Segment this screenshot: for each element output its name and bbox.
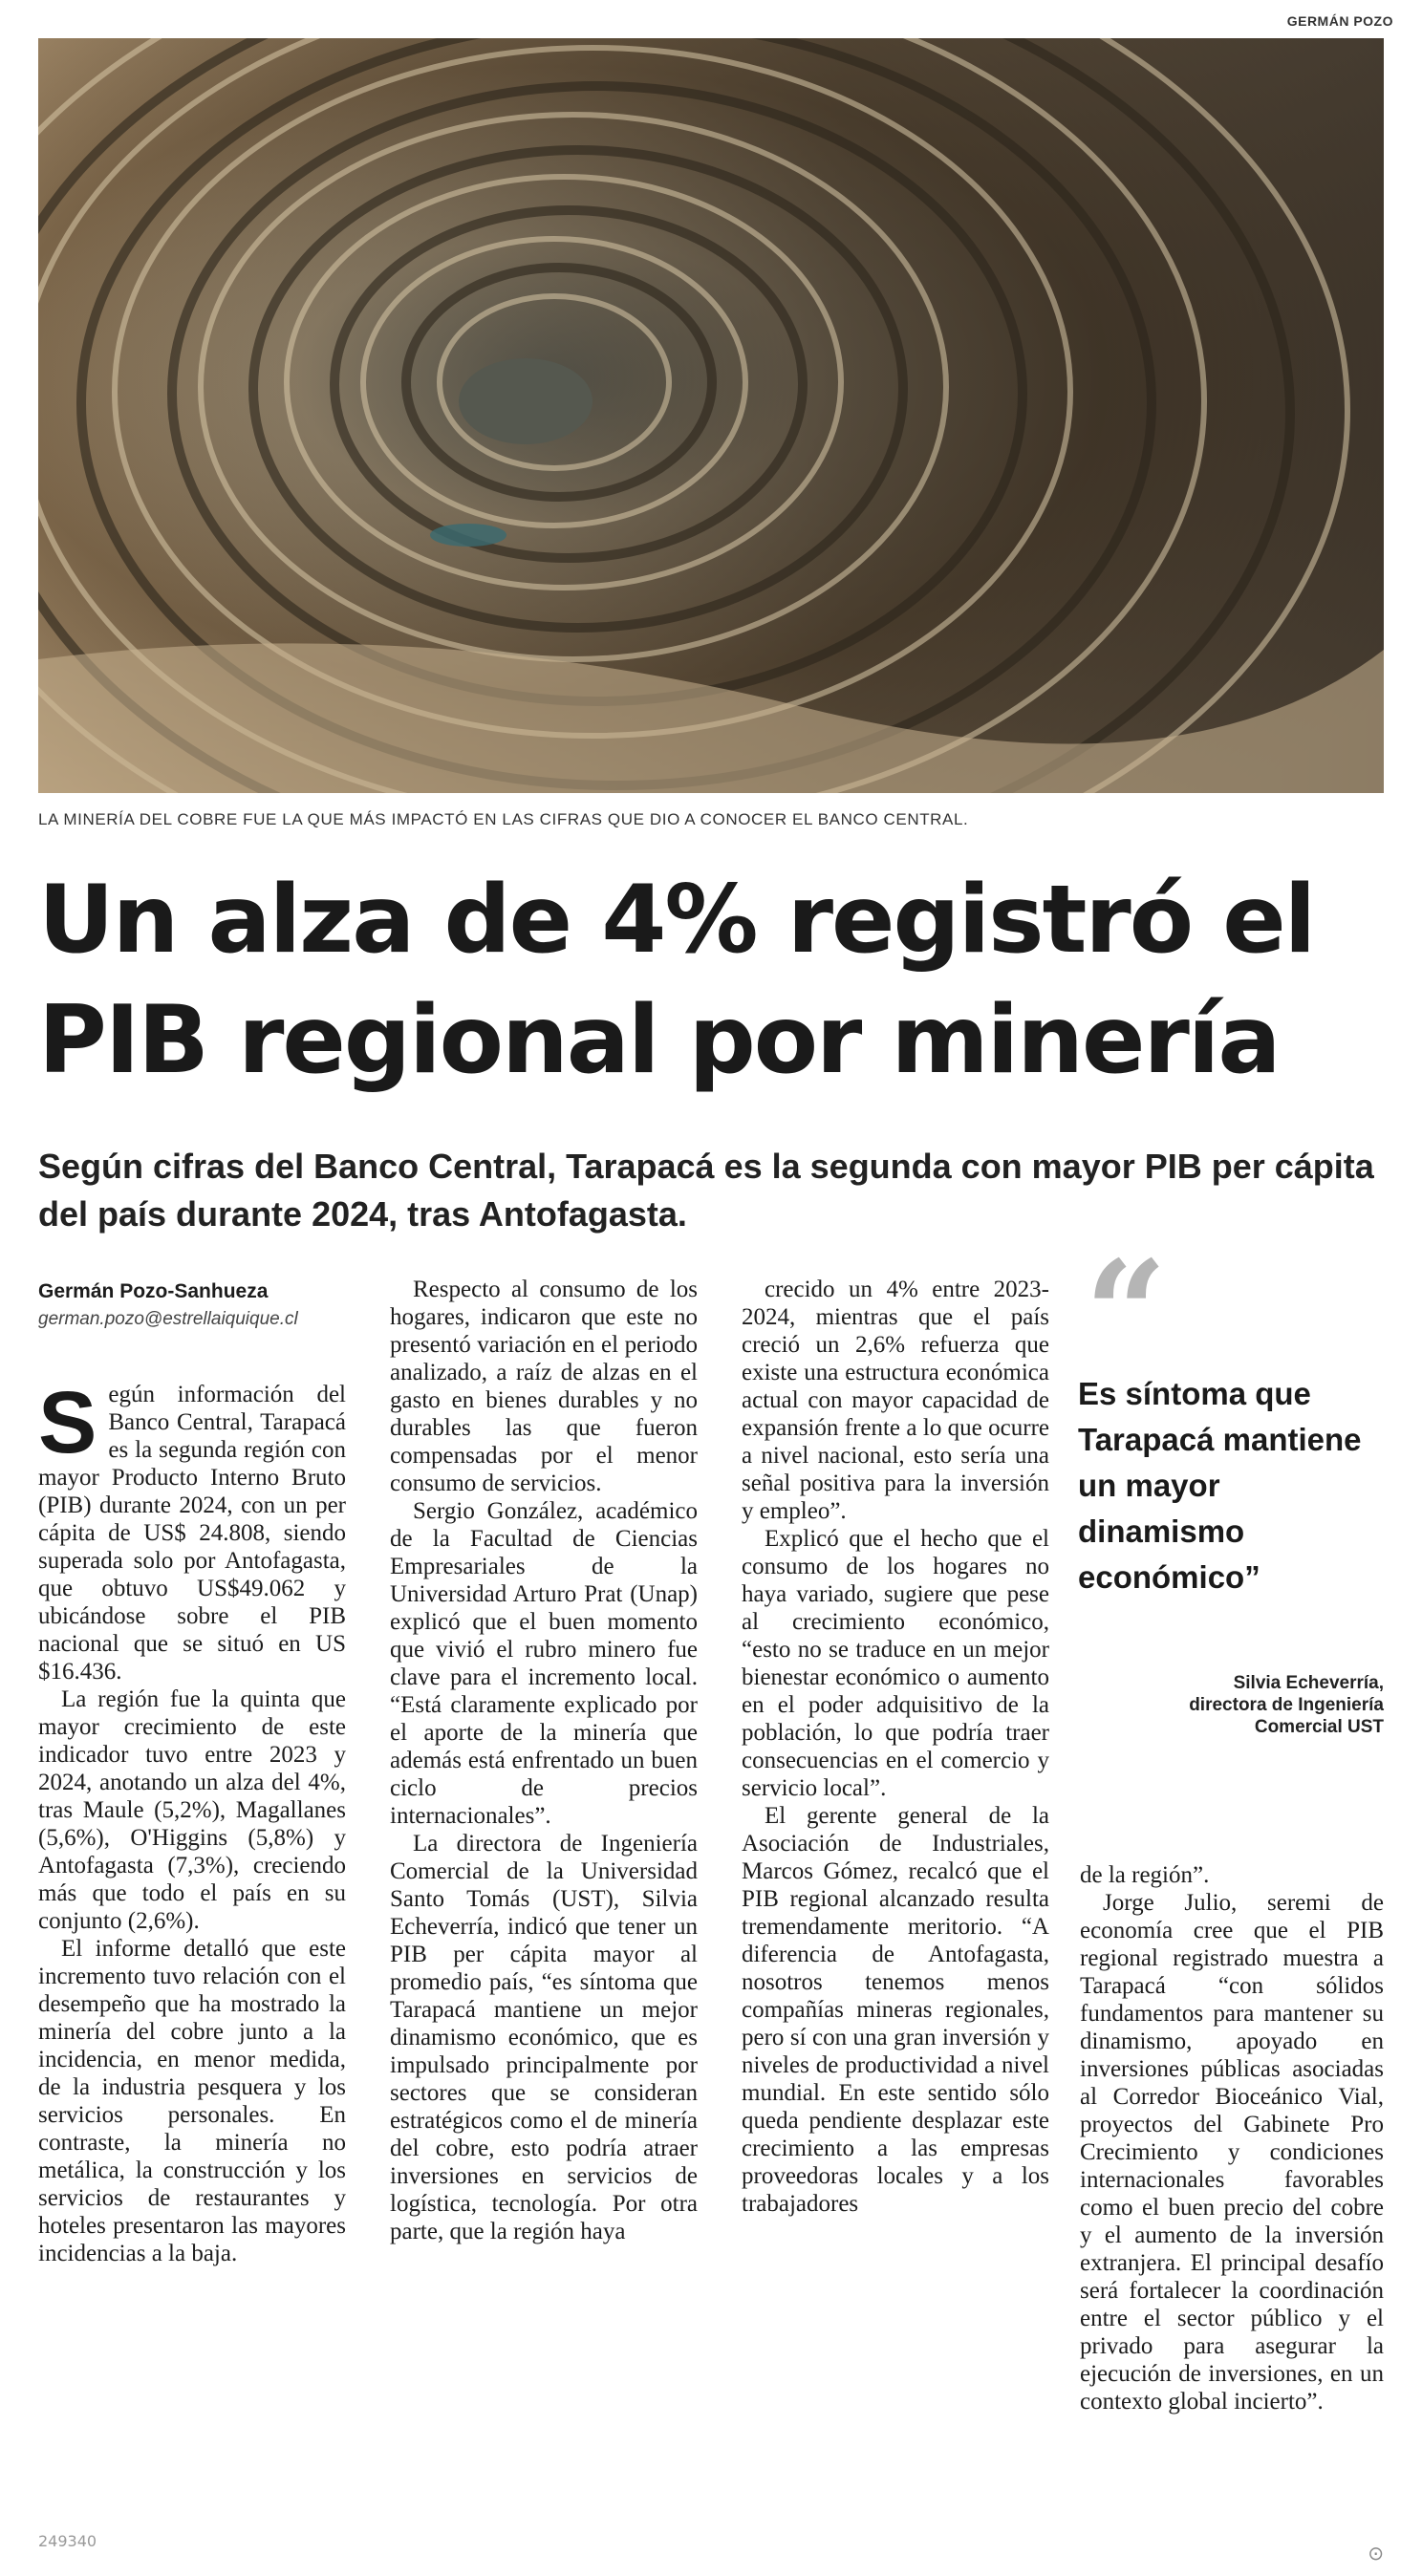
- pullquote-attribution: [1097, 1672, 1384, 1738]
- article-column-1: [38, 1374, 346, 2267]
- headline: [38, 860, 1395, 1101]
- article-column-3: [742, 1276, 1049, 2218]
- paragraph: Explicó que el hecho que el consumo de los hogares no haya variado, sugiere que pese al crecimiento económico, “esto no se traduce en un mejor bienestar económico o aumento en el poder adquisitivo de la población, lo que podría traer consecuencias en el comercio y servicio local”.: [742, 1526, 1049, 1801]
- headline-line-1: Un alza de 4% registró el: [38, 866, 1315, 975]
- article-column-2: [390, 1276, 698, 2245]
- paragraph: Sergio González, académico de la Facultad de Ciencias Empresariales de la Universidad Arturo Prat (Unap) explicó que el buen momento que vivió el rubro minero fue clave para el incremento local. “Está claramente explicado por el aporte de la minería que además está enfrentado un buen ciclo de precios internacionales”.: [390, 1498, 698, 1829]
- paragraph: El gerente general de la Asociación de Industriales, Marcos Gómez, recalcó que el PIB regional alcanzado resulta tremendamente meritorio. “A diferencia de Antofagasta, nosotros tenemos menos compañías mineras regionales, pero sí con una gran inversión y niveles de productividad a nivel mundial. En este sentido sólo queda pendiente desplazar este crecimiento a las empresas proveedoras locales y a los trabajadores: [742, 1803, 1049, 2217]
- photo-credit: GERMÁN POZO: [1286, 13, 1393, 29]
- subheadline: Según cifras del Banco Central, Tarapacá es la segunda con mayor PIB per cápita del país durante 2024, tras Antofagasta.: [38, 1147, 1374, 1234]
- photo-caption: LA MINERÍA DEL COBRE FUE LA QUE MÁS IMPACTÓ EN LAS CIFRAS QUE DIO A CONOCER EL BANCO CENTRAL.: [38, 810, 969, 828]
- pullquote-text: Es síntoma que Tarapacá mantiene un mayor dinamismo económico”: [1078, 1376, 1362, 1595]
- article-column-4: [1080, 1861, 1384, 2415]
- paragraph: Jorge Julio, seremi de economía cree que el PIB regional registrado muestra a Tarapacá “con sólidos fundamentos para mantener su dinamismo, apoyado en inversiones públicas asociadas al Corredor Bioceánico Vial, proyectos del Gabinete Pro Crecimiento y condiciones internacionales favorables como el buen precio del cobre y el aumento de la inversión extranjera. El principal desafío será fortalecer la coordinación entre el sector público y el privado para asegurar la ejecución de inversiones, en un contexto global incierto”.: [1080, 1890, 1384, 2415]
- byline-email[interactable]: german.pozo@estrellaiquique.cl: [38, 1309, 298, 1329]
- paragraph: de la región”.: [1080, 1862, 1210, 1888]
- dropcap: S: [38, 1374, 97, 1471]
- mine-photo: [38, 38, 1384, 793]
- end-of-article-icon: ⊙: [1368, 2542, 1384, 2565]
- open-pit-mine-image: [38, 38, 1384, 793]
- paragraph-text: egún información del Banco Central, Tarapacá es la segunda región con mayor Producto Interno Bruto (PIB) durante 2024, con un per cápita de US$ 24.808, siendo superada solo por Antofagasta, que obtuvo US$49.062 y ubicándose sobre el PIB nacional que se situó en US $16.436.: [38, 1382, 346, 1685]
- pullquote-attribution-role: directora de Ingeniería Comercial UST: [1189, 1695, 1384, 1737]
- paragraph: La directora de Ingeniería Comercial de la Universidad Santo Tomás (UST), Silvia Echeverría, indicó que tener un PIB per cápita mayor al promedio país, “es síntoma que Tarapacá mantiene un mejor dinamismo económico, que es impulsado principalmente por sectores que se consideran estratégicos como el de minería del cobre, esto podría atraer inversiones en servicios de logística, tecnología. Por otra parte, que la región haya: [390, 1831, 698, 2244]
- pullquote-attribution-name: Silvia Echeverría,: [1233, 1673, 1384, 1693]
- headline-line-2: PIB regional por minería: [38, 986, 1280, 1095]
- quote-mark-icon: “: [1085, 1230, 1168, 1398]
- page-folio-number: 249340: [38, 2532, 97, 2550]
- paragraph: El informe detalló que este incremento tuvo relación con el desempeño que ha mostrado la minería del cobre junto a la incidencia, en menor medida, de la industria pesquera y los servicios personales. En contraste, la minería no metálica, la construcción y los servicios de restaurantes y hoteles presentaron las mayores incidencias a la baja.: [38, 1936, 346, 2266]
- byline-author: Germán Pozo-Sanhueza: [38, 1280, 269, 1302]
- paragraph: La región fue la quinta que mayor crecimiento de este indicador tuvo entre 2023 y 2024, anotando un alza del 4%, tras Maule (5,2%), Magallanes (5,6%), O'Higgins (5,8%) y Antofagasta (7,3%), creciendo más que todo el país en su conjunto (2,6%).: [38, 1686, 346, 1934]
- paragraph: Respecto al consumo de los hogares, indicaron que este no presentó variación en el periodo analizado, a raíz de alzas en el gasto en bienes durables y no durables las que fueron compensadas por el menor consumo de servicios.: [390, 1277, 698, 1496]
- paragraph: [38, 1374, 346, 1685]
- paragraph: crecido un 4% entre 2023-2024, mientras que el país creció un 2,6% refuerza que existe una estructura económica actual con mayor capacidad de expansión frente a lo que ocurre a nivel nacional, esto sería una señal positiva para la inversión y empleo”.: [742, 1277, 1049, 1524]
